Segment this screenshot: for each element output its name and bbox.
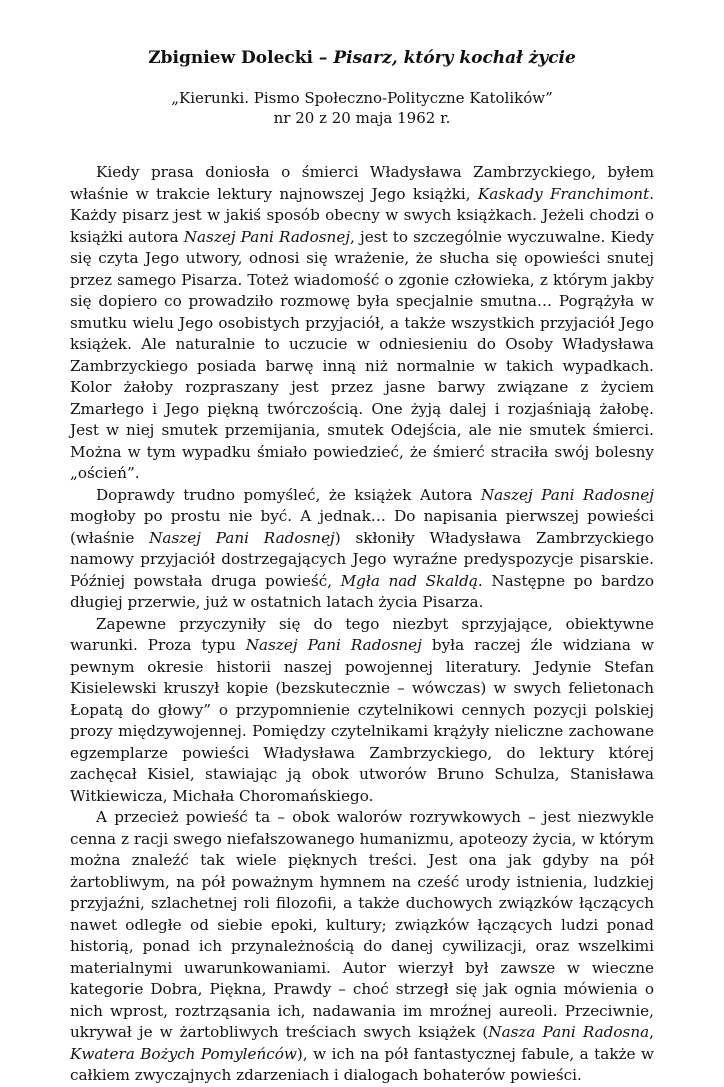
paragraph <box>70 807 654 1087</box>
italic-title-reference: Naszej Pani Radosnej <box>183 227 351 246</box>
title-dash: – <box>312 48 334 68</box>
text-run: . Każdy pisarz jest w jakiś sposób obecny w swych książkach. Jeżeli chodzi o książki autora <box>70 184 655 246</box>
source-line-publication: „Kierunki. Pismo Społeczno-Polityczne Katolików” <box>171 89 553 107</box>
italic-title-reference: Kwatera Bożych Pomyleńców <box>70 1044 297 1063</box>
author-name: Zbigniew Dolecki <box>148 48 313 68</box>
italic-title-reference: Kaskady Franchimont <box>477 184 650 203</box>
text-run: była raczej źle widziana w pewnym okresie historii naszej powojennej literatury. Jedynie Stefan Kisielewski kruszył kopie (bezskutecznie – wówczas) w swych felietonach Łopatą do głowy” o przypomnienie czytelnikowi cennych pozycji polskiej prozy międzywojennej. Pomiędzy czytelnikami krążyły nieliczne zachowane egzemplarze powieści Władysława Zambrzyckiego, do lektury której zachęcał Kisiel, stawiając ją obok utworów Bruno Schulza, Stanisława Witkiewicza, Michała Choromańskiego. <box>70 636 654 805</box>
text-run: . Następne po bardzo długiej przerwie, już w ostatnich latach życia Pisarza. <box>70 571 655 611</box>
paragraph <box>70 485 654 614</box>
source-line-issue: nr 20 z 20 maja 1962 r. <box>273 109 451 127</box>
article-title <box>70 46 654 70</box>
text-run: Doprawdy trudno pomyśleć, że książek Autora <box>96 485 481 504</box>
paragraph <box>70 162 654 485</box>
text-run: , <box>649 1023 654 1041</box>
text-run: ), w ich na pół fantastycznej fabule, a także w całkiem zwyczajnych zdarzeniach i dialogach bohaterów powieści. <box>70 1044 654 1084</box>
italic-title-reference: Naszej Pani Radosnej <box>149 528 335 547</box>
italic-title-reference: Naszej Pani Radosnej <box>245 636 422 654</box>
italic-title-reference: Nasza Pani Radosna <box>488 1023 650 1041</box>
text-run: mogłoby po prostu nie być. A jednak… Do napisania pierwszej powieści (właśnie <box>70 507 654 547</box>
article-body <box>70 162 654 1087</box>
text-run: Zapewne przyczyniły się do tego niezbyt sprzyjające, obiektywne warunki. Proza typu <box>70 614 654 654</box>
text-run: Kiedy prasa doniosła o śmierci Władysława Zambrzyckiego, byłem właśnie w trakcie lektury najnowszej Jego książki, <box>70 163 654 203</box>
text-run: , jest to szczególnie wyczuwalne. Kiedy się czyta Jego utwory, odnosi się wrażenie, że słucha się opowieści snutej przez samego Pisarza. Toteż wiadomość o zgonie człowieka, z którym jakby się dopiero co prowadziło rozmowę była specjalnie smutna… Pogrążyła w smutku wielu Jego osobistych przyjaciół, a także wszystkich przyjaciół Jego książek. Ale naturalnie to uczucie w odniesieniu do Osoby Władysława Zambrzyckiego posiada barwę inną niż normalnie w takich wypadkach. Kolor żałoby rozpraszany jest przez jasne barwy związane z życiem Zmarłego i Jego piękną twórczością. One żyją dalej i rozjaśniają żałobę. Jest w niej smutek przemijania, smutek Odejścia, ale nie smutek śmierci. Można w tym wypadku śmiało powiedzieć, że śmierć straciła swój bolesny „oścień”. <box>70 227 654 482</box>
source-citation <box>70 88 654 128</box>
text-run: ) skłoniły Władysława Zambrzyckiego namowy przyjaciół dostrzegających Jego wyraźne predyspozycje pisarskie. Później powstała druga powieść, <box>70 528 654 590</box>
article-title-text: Pisarz, który kochał życie <box>333 48 576 68</box>
paragraph <box>70 614 654 808</box>
italic-title-reference: Mgła nad Skaldą <box>340 571 478 590</box>
italic-title-reference: Naszej Pani Radosnej <box>480 485 655 504</box>
text-run: A przecież powieść ta – obok walorów rozrywkowych – jest niezwykle cenna z racji swego niefałszowanego humanizmu, apoteozy życia, w którym można znaleźć tak wiele pięknych treści. Jest ona jak gdyby na pół żartobliwym, na pół poważnym hymnem na cześć urody istnienia, ludzkiej przyjaźni, szlachetnej roli filozofii, a także duchowych związków łączących nawet odległe od siebie epoki, kultury; związków łączących ludzi ponad historią, ponad ich przynależnością do danej cywilizacji, oraz wszelkimi materialnymi uwarunkowaniami. Autor wierzył był zawsze w wieczne kategorie Dobra, Piękna, Prawdy – choć strzegł się jak ognia mówienia o nich wprost, roztrząsania ich, nadawania im mroźnej aureoli. Przeciwnie, ukrywał je w żartobliwych treściach swych książek ( <box>70 808 654 1041</box>
document-page <box>70 46 654 1087</box>
